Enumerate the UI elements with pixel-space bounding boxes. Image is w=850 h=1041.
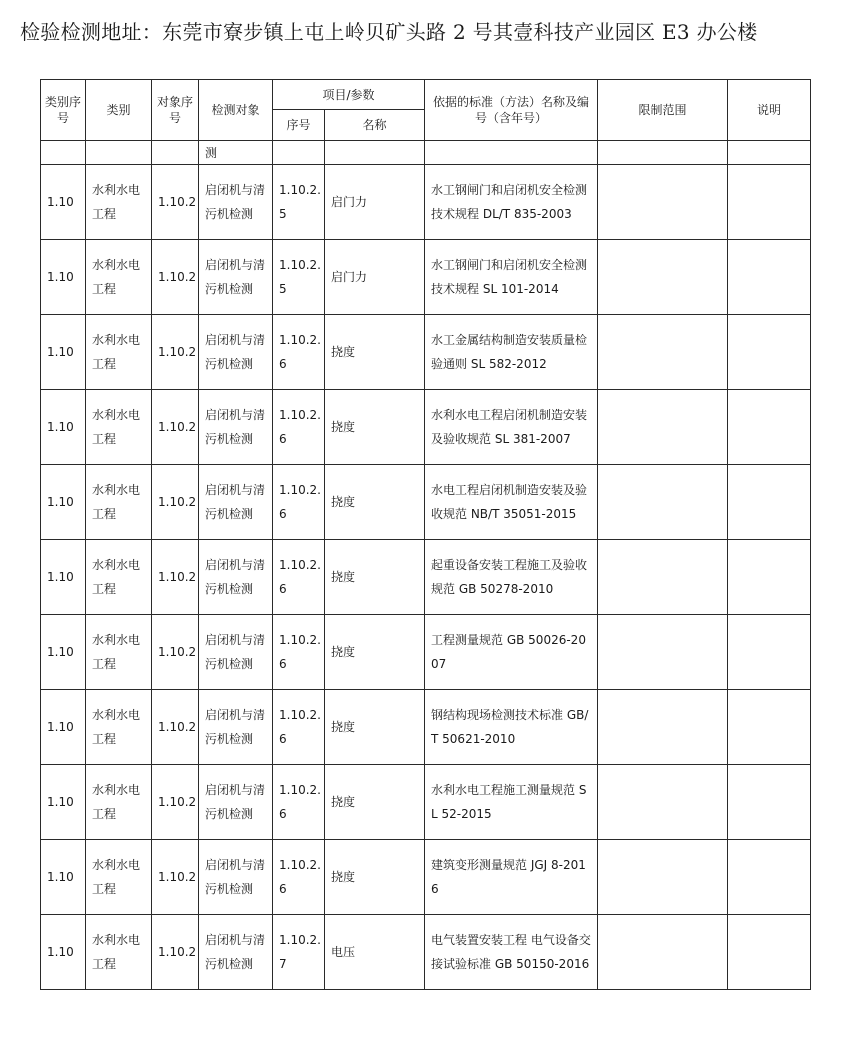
cell-obj-no: 1.10.2 (152, 615, 199, 690)
cell-note (728, 765, 811, 840)
table-row (41, 315, 811, 390)
cell-item-name: 挠度 (325, 540, 425, 615)
cell-category: 水利水电工程 (86, 240, 152, 315)
cell-standard: 电气装置安装工程 电气设备交接试验标准 GB 50150-2016 (425, 915, 598, 990)
cell-item-name: 挠度 (325, 315, 425, 390)
cell-item-no: 1.10.2.6 (273, 390, 325, 465)
cell-obj-no: 1.10.2 (152, 240, 199, 315)
table-row (41, 390, 811, 465)
cell-limit (598, 690, 728, 765)
cell-cat-no: 1.10 (41, 690, 86, 765)
cell-item-name: 挠度 (325, 615, 425, 690)
cell-note (728, 240, 811, 315)
cell-category: 水利水电工程 (86, 615, 152, 690)
cell-standard: 水电工程启闭机制造安装及验收规范 NB/T 35051-2015 (425, 465, 598, 540)
header-cat-no: 类别序号 (41, 80, 86, 141)
cell-category: 水利水电工程 (86, 765, 152, 840)
table-row (41, 840, 811, 915)
cell-limit (598, 840, 728, 915)
cell-item-no: 1.10.2.6 (273, 765, 325, 840)
cell-cat-no: 1.10 (41, 240, 86, 315)
header-limit: 限制范围 (598, 80, 728, 141)
cell-cat-no: 1.10 (41, 390, 86, 465)
cell-category: 水利水电工程 (86, 390, 152, 465)
cell-cat-no: 1.10 (41, 840, 86, 915)
cell-item-name: 电压 (325, 915, 425, 990)
cell-object: 启闭机与清污机检测 (199, 165, 273, 240)
continuation-row (41, 141, 811, 165)
cell-object: 启闭机与清污机检测 (199, 465, 273, 540)
table-row (41, 165, 811, 240)
cell-object: 启闭机与清污机检测 (199, 690, 273, 765)
table-row (41, 240, 811, 315)
cell-object: 启闭机与清污机检测 (199, 315, 273, 390)
cell-item-no: 1.10.2.6 (273, 465, 325, 540)
cell-limit (598, 240, 728, 315)
header-item-name: 名称 (325, 110, 425, 141)
cell-item-no: 1.10.2.6 (273, 690, 325, 765)
cell-item-no: 1.10.2.6 (273, 540, 325, 615)
cell-standard: 建筑变形测量规范 JGJ 8-2016 (425, 840, 598, 915)
cell-note (728, 690, 811, 765)
cell-item-name: 挠度 (325, 465, 425, 540)
cell-standard: 水工钢闸门和启闭机安全检测技术规程 SL 101-2014 (425, 240, 598, 315)
cell-obj-no: 1.10.2 (152, 165, 199, 240)
cell-cat-no: 1.10 (41, 765, 86, 840)
cell-obj-no: 1.10.2 (152, 690, 199, 765)
cell-item-name: 挠度 (325, 690, 425, 765)
cell-limit (598, 915, 728, 990)
cell-obj-no: 1.10.2 (152, 465, 199, 540)
cell-limit (598, 315, 728, 390)
cell-object: 启闭机与清污机检测 (199, 840, 273, 915)
cell-category: 水利水电工程 (86, 915, 152, 990)
page-title: 检验检测地址：东莞市寮步镇上屯上岭贝矿头路 2 号其壹科技产业园区 E3 办公楼 (20, 20, 758, 44)
cell-limit (598, 165, 728, 240)
cell-standard: 起重设备安装工程施工及验收规范 GB 50278-2010 (425, 540, 598, 615)
header-item-group: 项目/参数 (273, 80, 425, 110)
cell-note (728, 390, 811, 465)
table-row (41, 915, 811, 990)
cell-obj-no: 1.10.2 (152, 540, 199, 615)
cell-standard: 水利水电工程施工测量规范 SL 52-2015 (425, 765, 598, 840)
cell-limit (598, 615, 728, 690)
cell-item-name: 启门力 (325, 240, 425, 315)
header-item-no: 序号 (273, 110, 325, 141)
cell-limit (598, 540, 728, 615)
cell-object: 启闭机与清污机检测 (199, 240, 273, 315)
cell-item-no: 1.10.2.6 (273, 615, 325, 690)
cell-category: 水利水电工程 (86, 465, 152, 540)
cell-item-name: 挠度 (325, 390, 425, 465)
cell-standard: 水工金属结构制造安装质量检验通则 SL 582-2012 (425, 315, 598, 390)
cell-standard: 钢结构现场检测技术标准 GB/T 50621-2010 (425, 690, 598, 765)
cell-limit (598, 465, 728, 540)
header-obj-no: 对象序号 (152, 80, 199, 141)
cell-item-name: 挠度 (325, 840, 425, 915)
header-category: 类别 (86, 80, 152, 141)
table-row (41, 615, 811, 690)
cell-object: 启闭机与清污机检测 (199, 915, 273, 990)
header-standard: 依据的标准（方法）名称及编号（含年号） (425, 80, 598, 141)
cell-cat-no: 1.10 (41, 540, 86, 615)
cell-limit (598, 765, 728, 840)
cell-limit (598, 390, 728, 465)
table-row (41, 465, 811, 540)
header-object: 检测对象 (199, 80, 273, 141)
header-note: 说明 (728, 80, 811, 141)
cell-note (728, 465, 811, 540)
cell-standard: 水工钢闸门和启闭机安全检测技术规程 DL/T 835-2003 (425, 165, 598, 240)
cell-obj-no: 1.10.2 (152, 315, 199, 390)
cell-category: 水利水电工程 (86, 840, 152, 915)
cell-object: 启闭机与清污机检测 (199, 765, 273, 840)
cell-note (728, 165, 811, 240)
cell-category: 水利水电工程 (86, 540, 152, 615)
cell-obj-no: 1.10.2 (152, 765, 199, 840)
cell-obj-no: 1.10.2 (152, 915, 199, 990)
cell-note (728, 315, 811, 390)
cell-object: 启闭机与清污机检测 (199, 540, 273, 615)
cell-cat-no: 1.10 (41, 465, 86, 540)
continuation-object: 测 (199, 141, 273, 165)
cell-item-name: 挠度 (325, 765, 425, 840)
cell-cat-no: 1.10 (41, 915, 86, 990)
cell-item-no: 1.10.2.7 (273, 915, 325, 990)
cell-category: 水利水电工程 (86, 690, 152, 765)
cell-cat-no: 1.10 (41, 615, 86, 690)
table-row (41, 690, 811, 765)
cell-item-no: 1.10.2.6 (273, 840, 325, 915)
cell-note (728, 840, 811, 915)
cell-cat-no: 1.10 (41, 315, 86, 390)
cell-obj-no: 1.10.2 (152, 390, 199, 465)
table-row (41, 765, 811, 840)
cell-note (728, 615, 811, 690)
cell-note (728, 540, 811, 615)
cell-object: 启闭机与清污机检测 (199, 390, 273, 465)
cell-obj-no: 1.10.2 (152, 840, 199, 915)
cell-standard: 水利水电工程启闭机制造安装及验收规范 SL 381-2007 (425, 390, 598, 465)
cell-item-name: 启门力 (325, 165, 425, 240)
cell-item-no: 1.10.2.6 (273, 315, 325, 390)
cell-note (728, 915, 811, 990)
cell-cat-no: 1.10 (41, 165, 86, 240)
cell-category: 水利水电工程 (86, 315, 152, 390)
cell-standard: 工程测量规范 GB 50026-2007 (425, 615, 598, 690)
inspection-scope-table (40, 79, 811, 990)
cell-category: 水利水电工程 (86, 165, 152, 240)
table-row (41, 540, 811, 615)
cell-item-no: 1.10.2.5 (273, 240, 325, 315)
cell-item-no: 1.10.2.5 (273, 165, 325, 240)
cell-object: 启闭机与清污机检测 (199, 615, 273, 690)
